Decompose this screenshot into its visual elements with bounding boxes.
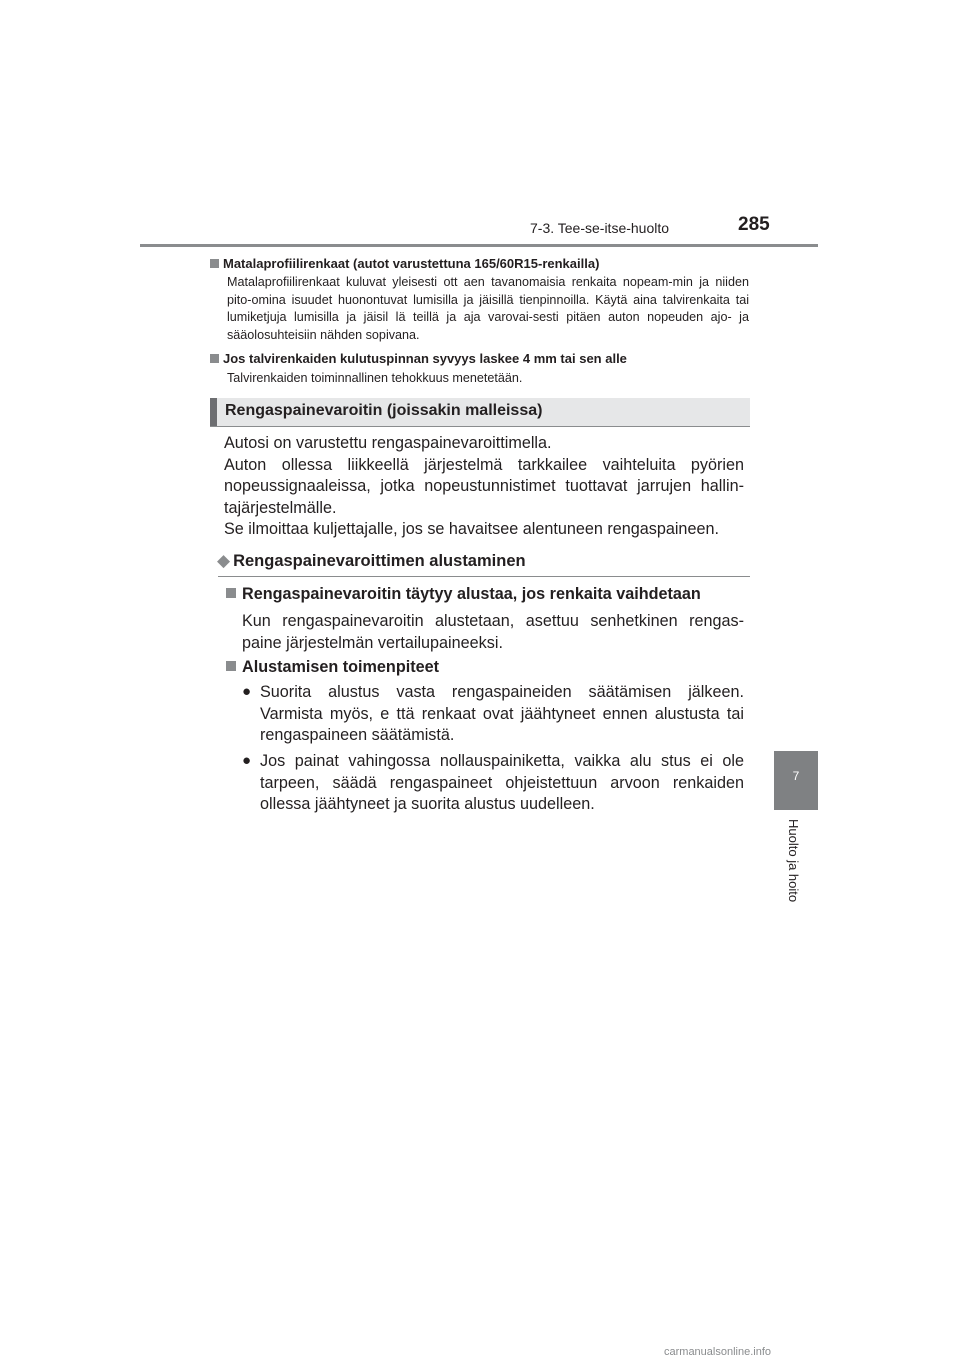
square-bullet-icon [210, 354, 219, 363]
topic-heading: Rengaspainevaroitin täytyy alustaa, jos renkaita vaihdetaan [226, 585, 701, 604]
item-heading: Matalaprofiilirenkaat (autot varustettuna 165/60R15-renkailla) [210, 256, 599, 271]
item-text: Talvirenkaiden toiminnallinen tehokkuus menetetään. [227, 371, 523, 385]
heading-accent-bar [210, 398, 217, 426]
item-heading: Jos talvirenkaiden kulutuspinnan syvyys laskee 4 mm tai sen alle [210, 351, 627, 366]
bullet-text: Jos painat vahingossa nollauspainiketta, vaikka alu stus ei ole tarpeen, säädä rengaspaineet ohjeistettuun arvoon renkaiden ollessa jäähtyneet ja suorita alustus uudelleen. [260, 752, 744, 813]
chapter-label: Huolto ja hoito [786, 819, 801, 903]
page-number: 285 [738, 214, 770, 235]
heading-underline [210, 426, 750, 427]
intro-line: Auton ollessa liikkeellä järjestelmä tarkkailee vaihteluita pyörien nopeussignaaleissa, jotka nopeustunnistimet tuottavat jarrujen hallin-tajärjestelmälle. [224, 455, 744, 517]
square-bullet-icon [226, 661, 236, 671]
intro-line: Se ilmoittaa kuljettajalle, jos se havaitsee alentuneen rengaspaineen. [224, 520, 719, 538]
square-bullet-icon [226, 588, 236, 598]
chapter-number: 7 [792, 769, 800, 783]
topic-heading: Alustamisen toimenpiteet [226, 658, 439, 677]
header-divider [140, 244, 818, 247]
diamond-icon: ◆ [217, 551, 231, 570]
subsection-divider [218, 576, 750, 577]
subsection-heading: ◆ Rengaspainevaroittimen alustaminen [217, 551, 526, 570]
item-text: Matalaprofiilirenkaat kuluvat yleisesti ott aen tavanomaisia renkaita nopeam-min ja niiden pito-omina isuudet huonontuvat lumisilla ja jäisillä tienpinnoilla. Käytä aina talvirenkaita tai lumiketjuja lumisilla ja jäisil lä teillä ja aja varovai-sesti pitäen auton nopeuden ajo- ja sääolosuhteisiin nähden sopivana. [227, 275, 749, 342]
round-bullet-icon: ● [242, 683, 252, 700]
round-bullet-icon: ● [242, 752, 252, 769]
watermark: carmanualsonline.info [664, 1346, 772, 1358]
section-heading: Rengaspainevaroitin (joissakin malleissa) [225, 402, 543, 419]
intro-line: Autosi on varustettu rengaspainevaroittimella. [224, 434, 552, 452]
intro-paragraph [224, 433, 744, 541]
square-bullet-icon [210, 259, 219, 268]
bullet-text: Suorita alustus vasta rengaspaineiden säätämisen jälkeen. Varmista myös, e ttä renkaat ovat jäähtyneet ennen alustusta tai rengaspaineen säätämistä. [260, 683, 744, 744]
topic-text: Kun rengaspainevaroitin alustetaan, asettuu senhetkinen rengas-paine järjestelmän vertailupaineeksi. [242, 612, 744, 652]
section-heading-box [210, 398, 750, 426]
section-title: 7-3. Tee-se-itse-huolto [530, 220, 670, 236]
